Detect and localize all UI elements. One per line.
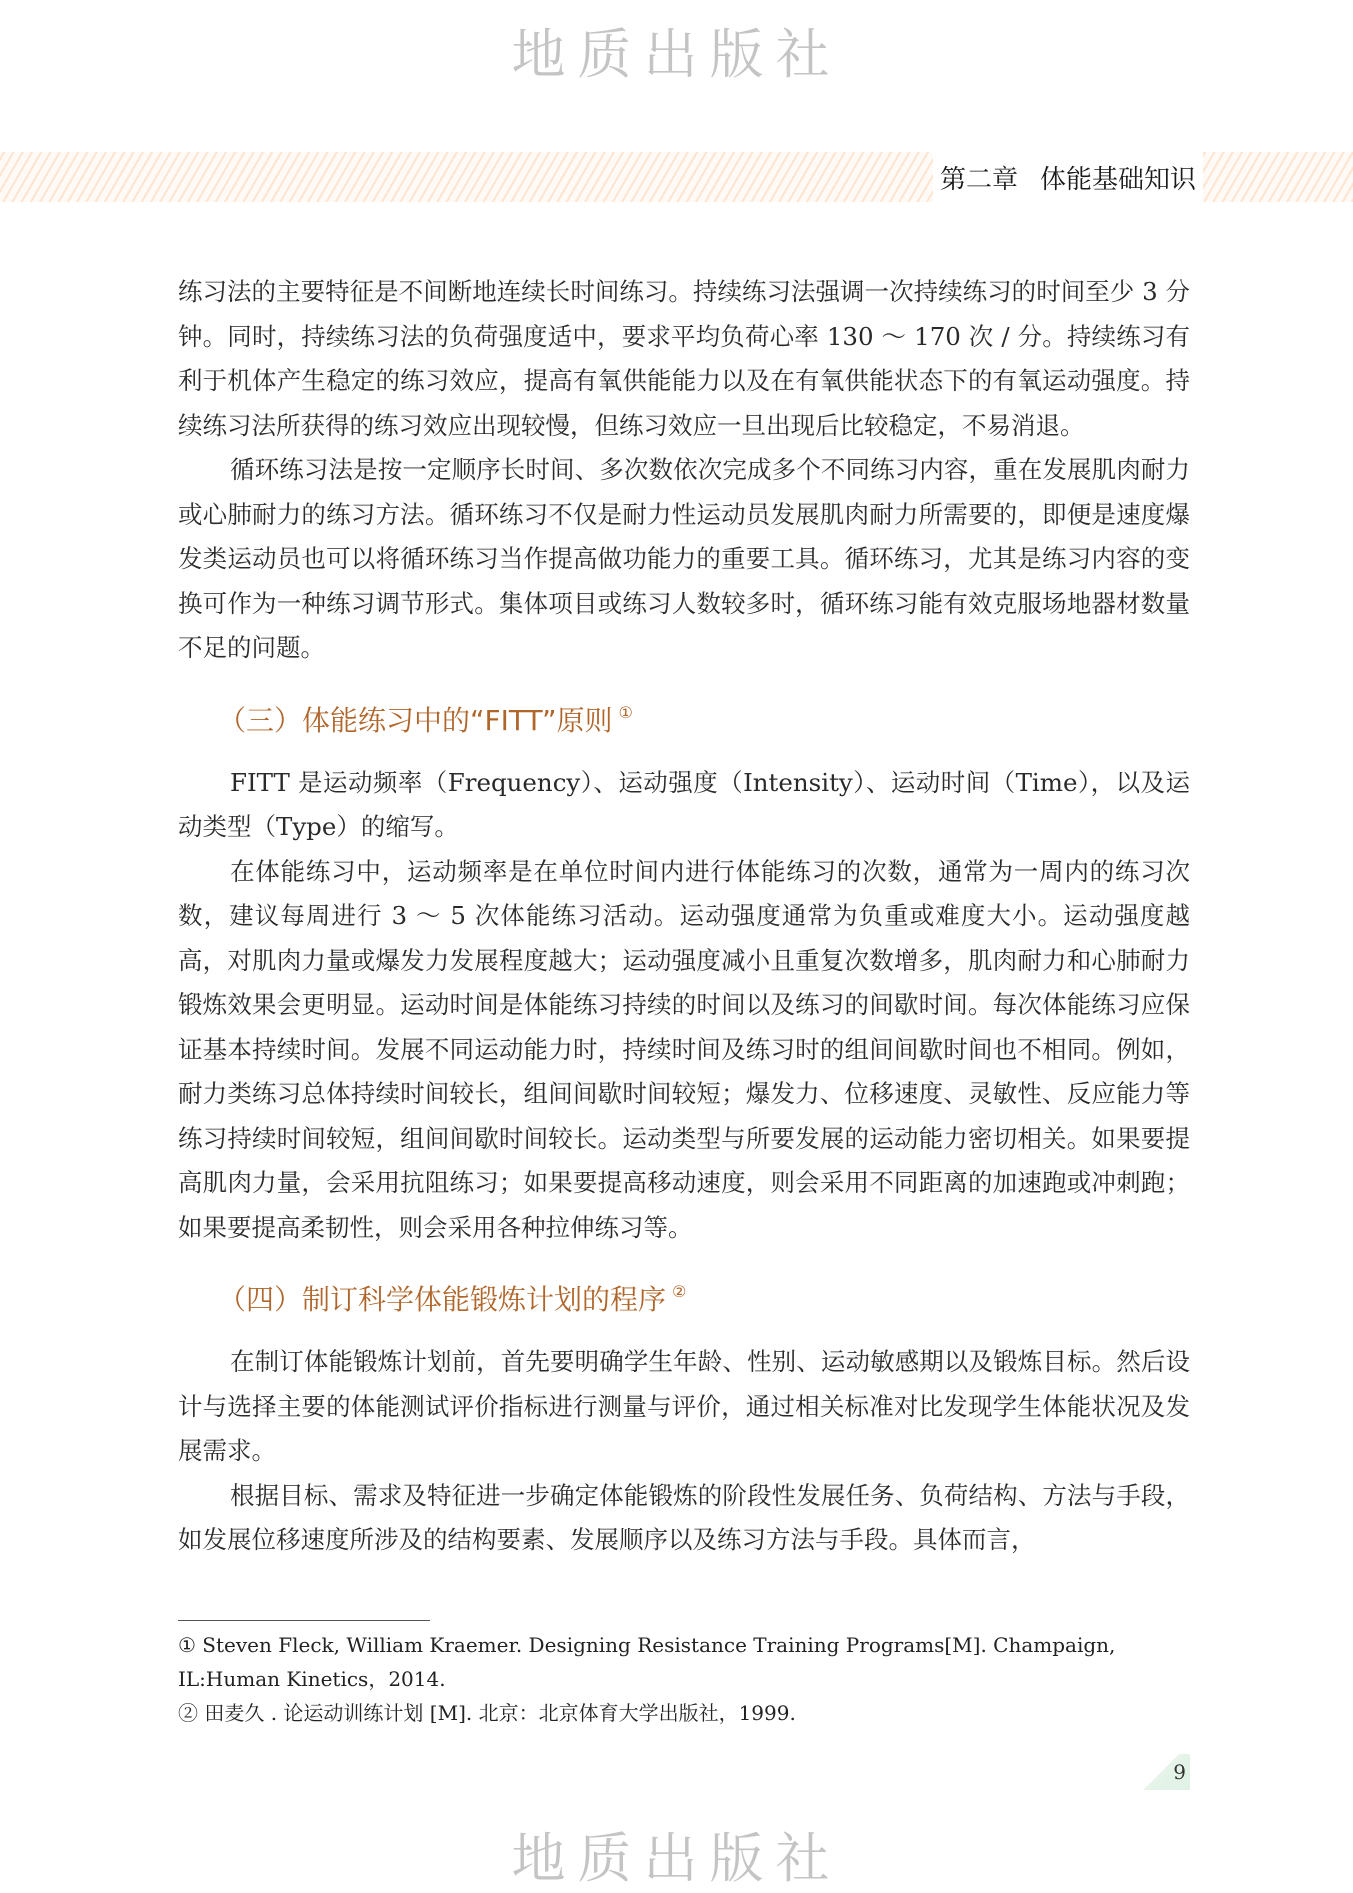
footnote: ① Steven Fleck, William Kraemer. Designing Resistance Training Programs[M]. Champaign, IL:Human Kinetics，2014. — [178, 1633, 1116, 1691]
paragraph: 根据目标、需求及特征进一步确定体能锻炼的阶段性发展任务、负荷结构、方法与手段，如发展位移速度所涉及的结构要素、发展顺序以及练习方法与手段。具体而言， — [178, 1480, 1190, 1554]
paragraph: 在制订体能锻炼计划前，首先要明确学生年龄、性别、运动敏感期以及锻炼目标。然后设计与选择主要的体能测试评价指标进行测量与评价，通过相关标准对比发现学生体能状况及发展需求。 — [178, 1347, 1190, 1465]
chapter-number: 第二章 — [939, 164, 1018, 195]
chapter-title: 体能基础知识 — [1040, 164, 1197, 195]
footnote: ② 田麦久 . 论运动训练计划 [M]. 北京：北京体育大学出版社，1999. — [178, 1701, 796, 1725]
footnote-ref[interactable]: ① — [618, 702, 633, 722]
publisher-watermark-top: 地质出版社 — [511, 23, 842, 86]
footnotes — [178, 1628, 1190, 1730]
heading-text: （三）体能练习中的“FITT”原则 — [218, 703, 613, 737]
footnote-ref[interactable]: ② — [672, 1282, 687, 1301]
heading-text: （四）制订科学体能锻炼计划的程序 — [218, 1283, 667, 1316]
paragraph: 练习法的主要特征是不间断地连续长时间练习。持续练习法强调一次持续练习的时间至少 3 分钟。同时，持续练习法的负荷强度适中，要求平均负荷心率 130 ～ 170 次 / 分。持续练习有利于机体产生稳定的练习效应，提高有氧供能能力以及在有氧供能状态下的有氧运动强度。持续练习法所获得的练习效应出现较慢，但练习效应一旦出现后比较稳定，不易消退。 — [178, 277, 1190, 440]
footnote-divider — [178, 1620, 430, 1621]
paragraph: FITT 是运动频率（Frequency）、运动强度（Intensity）、运动时间（Time），以及运动类型（Type）的缩写。 — [178, 767, 1190, 841]
section-heading-fitt — [218, 683, 1190, 751]
paragraph: 循环练习法是按一定顺序长时间、多次数依次完成多个不同练习内容，重在发展肌肉耐力或心肺耐力的练习方法。循环练习不仅是耐力性运动员发展肌肉耐力所需要的，即便是速度爆发类运动员也可以将循环练习当作提高做功能力的重要工具。循环练习，尤其是练习内容的变换可作为一种练习调节形式。集体项目或练习人数较多时，循环练习能有效克服场地器材数量不足的问题。 — [178, 455, 1190, 662]
publisher-watermark-bottom: 地质出版社 — [511, 1827, 842, 1890]
section-heading-procedure — [218, 1262, 1190, 1330]
paragraph: 在体能练习中，运动频率是在单位时间内进行体能练习的次数，通常为一周内的练习次数，建议每周进行 3 ～ 5 次体能练习活动。运动强度通常为负重或难度大小。运动强度越高，对肌肉力量或爆发力发展程度越大；运动强度减小且重复次数增多，肌肉耐力和心肺耐力锻炼效果会更明显。运动时间是体能练习持续的时间以及练习的间歇时间。每次体能练习应保证基本持续时间。发展不同运动能力时，持续时间及练习时的组间间歇时间也不相同。例如，耐力类练习总体持续时间较长，组间间歇时间较短；爆发力、位移速度、灵敏性、反应能力等练习持续时间较短，组间间歇时间较长。运动类型与所要发展的运动能力密切相关。如果要提高肌肉力量，会采用抗阻练习；如果要提高移动速度，则会采用不同距离的加速跑或冲刺跑；如果要提高柔韧性，则会采用各种拉伸练习等。 — [178, 856, 1190, 1242]
running-header — [933, 152, 1203, 202]
main-text — [178, 270, 1190, 1563]
page-number: 9 — [1140, 1754, 1190, 1790]
